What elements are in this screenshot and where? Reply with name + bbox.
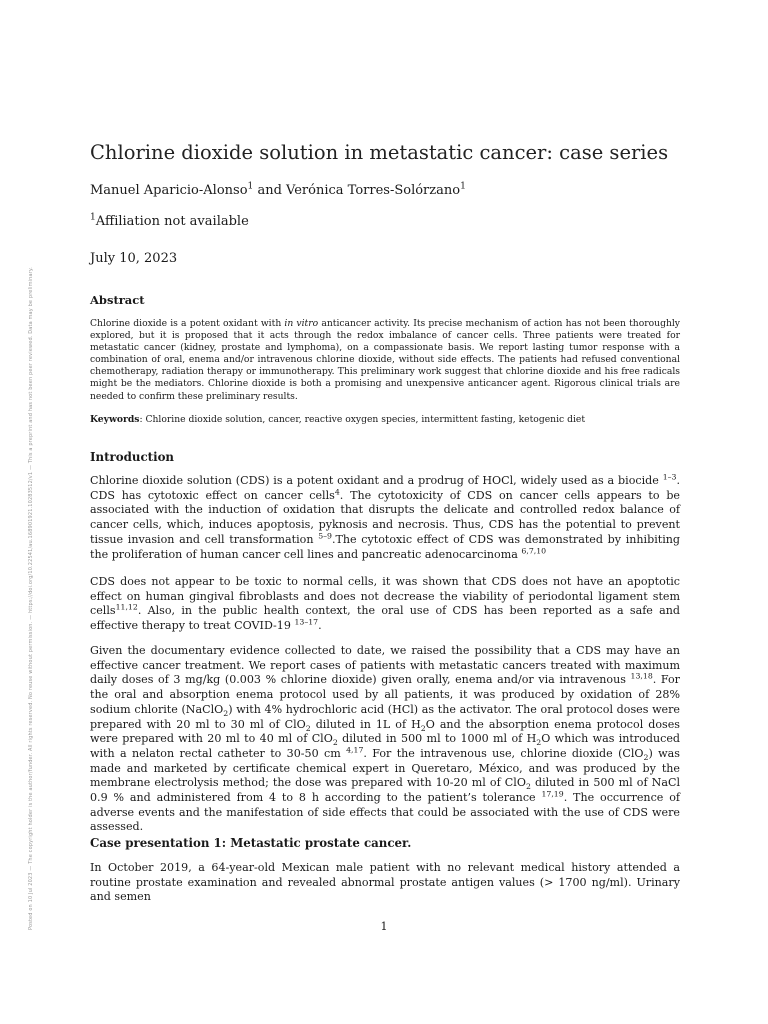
body-text: . Also, in the public health context, the oral use of CDS has been reported as a safe and effective therapy to treat COVID-19 bbox=[90, 604, 680, 633]
keywords bbox=[90, 414, 680, 426]
introduction-paragraph-3 bbox=[90, 644, 680, 835]
paper-title: Chlorine dioxide solution in metastatic cancer: case series bbox=[90, 141, 669, 164]
author-name: Manuel Aparicio-Alonso bbox=[90, 183, 248, 198]
introduction-heading: Introduction bbox=[90, 450, 175, 464]
body-text: O which was introduced with a nelaton rectal catheter to 30-50 cm bbox=[90, 732, 680, 760]
body-text: . CDS has cytotoxic effect on cancer cells bbox=[90, 474, 680, 502]
abstract-italic: in vitro bbox=[284, 318, 319, 329]
author-conjunction: and bbox=[253, 183, 287, 198]
body-text: Given the documentary evidence collected to date, we raised the possibility that a CDS may have an effective cancer treatment. We report cases of patients with metastatic cancers treated with maximum daily doses of 3 mg/kg (0.003 % chlorine dioxide) given orally, enema and/or via intravenous bbox=[90, 644, 680, 687]
introduction-paragraph-1 bbox=[90, 474, 680, 562]
keywords-list: : Chlorine dioxide solution, cancer, reactive oxygen species, intermittent fasting, ketogenic diet bbox=[139, 414, 586, 425]
body-text: . The cytotoxicity of CDS on cancer cells appears to be associated with the induction of oxidation that disrupts the delicate and controlled redox balance of cancer cells, which, induces apoptosis, pyknosis and necrosis. Thus, CDS has the potential to prevent tissue invasion and cell transformation bbox=[90, 488, 680, 546]
abstract-body bbox=[90, 318, 680, 403]
body-text: diluted in 1L of H bbox=[310, 717, 421, 731]
citation: 4 bbox=[334, 487, 340, 497]
body-text: . The occurrence of adverse events and the manifestation of side effects that could be associated with the use of CDS were assessed. bbox=[90, 791, 680, 834]
body-text: O and the absorption enema protocol doses were prepared with 20 ml to 40 ml of ClO bbox=[90, 717, 680, 746]
affiliation bbox=[90, 213, 249, 231]
citation: 5–9 bbox=[318, 531, 332, 541]
subscript: 2 bbox=[525, 782, 531, 792]
body-text: CDS does not appear to be toxic to normal cells, it was shown that CDS does not have an apoptotic effect on human gingival fibroblasts and does not decrease the viability of periodontal ligament stem cells bbox=[90, 575, 680, 618]
body-text: Chlorine dioxide solution (CDS) is a potent oxidant and a prodrug of HOCl, widely used as a biocide bbox=[90, 474, 663, 487]
citation: 4,17 bbox=[346, 745, 364, 755]
subscript: 2 bbox=[643, 753, 649, 763]
body-text: ) with 4% hydrochloric acid (HCl) as the activator. The oral protocol doses were prepared with 20 ml to 30 ml of ClO bbox=[90, 702, 680, 731]
citation: 6,7,10 bbox=[521, 545, 547, 555]
citation: 13,18 bbox=[630, 671, 653, 681]
author-affiliation-mark: 1 bbox=[247, 181, 254, 192]
subscript: 2 bbox=[332, 738, 338, 748]
subscript: 2 bbox=[305, 723, 311, 733]
author-list bbox=[90, 182, 466, 200]
abstract-text: Chlorine dioxide is a potent oxidant with bbox=[90, 318, 285, 329]
author-affiliation-mark: 1 bbox=[460, 181, 466, 192]
body-text: ) was made and marketed by certificate chemical expert in Queretaro, México, and was produced by the membrane electrolysis method; the dose was prepared with 10-20 ml of ClO bbox=[90, 746, 680, 790]
preprint-side-stamp: Posted on 10 Jul 2023 — The copyright holder is the author/funder. All rights reserved. No reuse without permission. — https://doi.org/10.22541/au.168901921.10283512/v1 — This a preprint and has not been peer reviewed. Data may be preliminary. bbox=[28, 266, 34, 930]
body-text: diluted in 500 ml of NaCl 0.9 % and administered from 4 to 8 h according to the patient’s tolerance bbox=[90, 776, 680, 805]
affiliation-text: Affiliation not available bbox=[95, 214, 249, 229]
abstract-text: anticancer activity. Its precise mechanism of action has not been thoroughly explored, but it is proposed that it acts through the redox imbalance of cancer cells. Three patients were treated for metastatic cancer (kidney, prostate and lymphoma), on a compassionate basis. We report lasting tumor response with a combination of oral, enema and/or intravenous chlorine dioxide, without side effects. The patients had refused conventional chemotherapy, radiation therapy or immunotherapy. This preliminary work suggest that chlorine dioxide and his free radicals might be the mediators. Chlorine dioxide is both a promising and unexpensive anticancer agent. Rigorous clinical trials are needed to confirm these preliminary results. bbox=[90, 318, 680, 402]
publication-date: July 10, 2023 bbox=[90, 251, 178, 266]
citation: 1–3 bbox=[662, 472, 677, 482]
citation: 17,19 bbox=[541, 789, 564, 799]
body-text: diluted in 500 ml to 1000 ml of H bbox=[337, 732, 537, 746]
abstract-heading: Abstract bbox=[90, 293, 145, 307]
subscript: 2 bbox=[223, 709, 229, 719]
author-name: Verónica Torres-Solórzano bbox=[286, 183, 461, 198]
introduction-paragraph-2 bbox=[90, 575, 680, 634]
citation: 11,12 bbox=[115, 602, 138, 612]
page-number: 1 bbox=[380, 920, 388, 933]
case-1-paragraph-1: In October 2019, a 64-year-old Mexican male patient with no relevant medical history attended a routine prostate examination and revealed abnormal prostate antigen values (> 1700 ng/ml). Urinary and semen bbox=[90, 861, 680, 904]
body-text: . For the intravenous use, chlorine dioxide (ClO bbox=[363, 746, 644, 760]
case-1-heading: Case presentation 1: Metastatic prostate cancer. bbox=[90, 836, 412, 850]
subscript: 2 bbox=[420, 723, 426, 733]
body-text: . For the oral and absorption enema protocol used by all patients, it was produced by oxidation of 28% sodium chlorite (NaClO bbox=[90, 673, 680, 716]
body-text: . bbox=[318, 619, 322, 633]
keywords-label: Keywords bbox=[90, 414, 140, 425]
citation: 13–17 bbox=[294, 617, 319, 627]
body-text: .The cytotoxic effect of CDS was demonstrated by inhibiting the proliferation of human cancer cell lines and pancreatic adenocarcinoma bbox=[90, 532, 681, 561]
affiliation-mark: 1 bbox=[90, 212, 96, 223]
subscript: 2 bbox=[536, 738, 542, 748]
